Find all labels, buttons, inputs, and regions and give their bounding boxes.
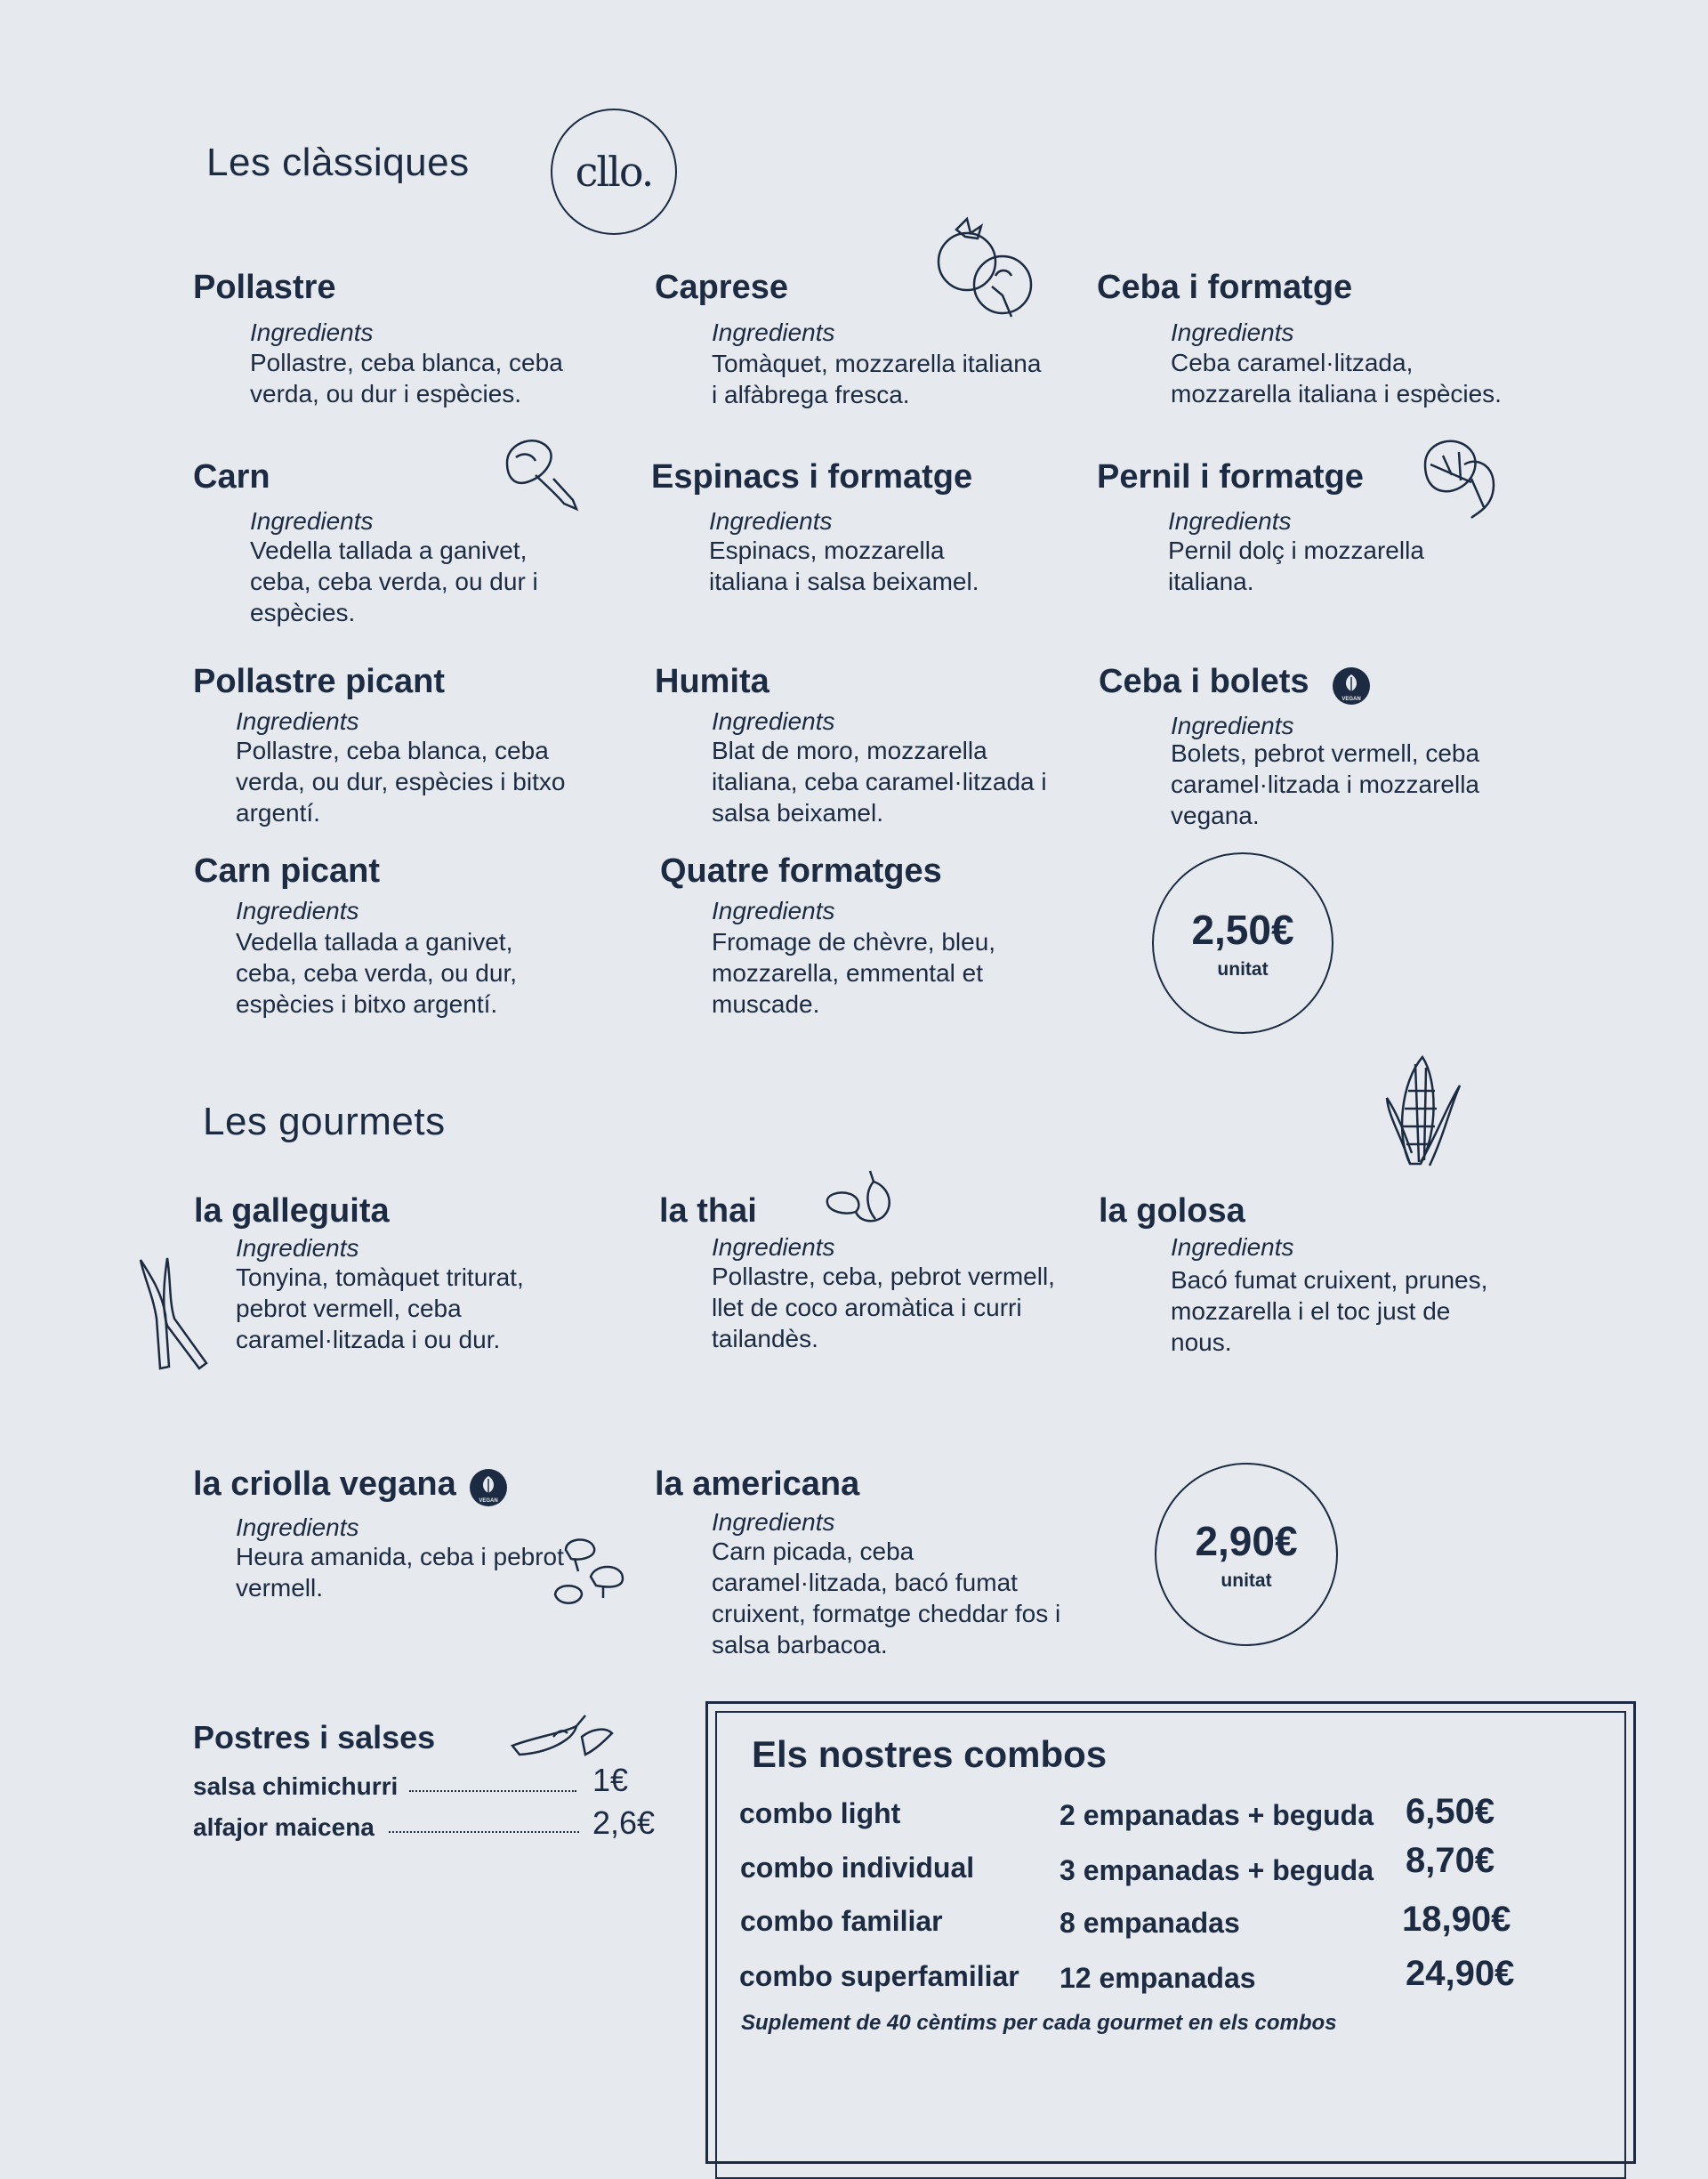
ingredients-label: Ingredients <box>236 897 359 924</box>
item-title: Caprese <box>655 269 788 306</box>
item-title: la galleguita <box>194 1192 390 1230</box>
ingredients-text: Blat de moro, mozzarella italiana, ceba caramel·litzada i salsa beixamel. <box>712 737 1047 827</box>
ingredients-text: Carn picada, ceba caramel·litzada, bacó fumat cruixent, formatge cheddar fos i salsa barbacoa. <box>712 1537 1061 1658</box>
side-item-price: 1€ <box>592 1762 629 1798</box>
item-title: Ceba i bolets <box>1099 663 1309 700</box>
ingredients-label: Ingredients <box>709 507 833 535</box>
logo: cllo. <box>551 109 677 235</box>
item-title: Humita <box>655 663 769 700</box>
item-title: la criolla vegana <box>193 1465 456 1503</box>
item-title: Pollastre <box>193 269 336 306</box>
ingredients-label: Ingredients <box>712 1508 835 1536</box>
ingredients-label: Ingredients <box>1171 1233 1294 1261</box>
combos-title: Els nostres combos <box>752 1733 1108 1775</box>
spinach-icon <box>1416 429 1500 521</box>
combo-desc: 8 empanadas <box>1059 1907 1240 1939</box>
ingredients-label: Ingredients <box>236 707 359 735</box>
ingredients-label: Ingredients <box>712 1233 835 1261</box>
item-title: la golosa <box>1099 1192 1245 1230</box>
corn-icon <box>1383 1046 1463 1173</box>
ingredients-label: Ingredients <box>712 897 835 924</box>
combo-desc: 2 empanadas + beguda <box>1059 1799 1374 1831</box>
item-title: Espinacs i formatge <box>651 458 973 496</box>
combo-note: Suplement de 40 cèntims per cada gourmet en els combos <box>741 2011 1337 2035</box>
price-value: 2,50€ <box>1191 907 1294 953</box>
price-unit: unitat <box>1221 1570 1272 1591</box>
vegan-icon <box>1332 666 1371 706</box>
item-title: Carn <box>193 458 270 496</box>
mushroom-icon <box>500 434 585 512</box>
ingredients-text: Pollastre, ceba, pebrot vermell, llet de coco aromàtica i curri tailandès. <box>712 1263 1055 1352</box>
section-title-gourmets: Les gourmets <box>203 1100 446 1143</box>
combo-price: 8,70€ <box>1406 1841 1495 1880</box>
price-badge-classiques <box>1152 852 1333 1034</box>
leek-icon <box>135 1256 210 1372</box>
ingredients-text: Fromage de chèvre, bleu, mozzarella, emmental et muscade. <box>712 928 996 1018</box>
garlic-icon <box>824 1166 897 1226</box>
ingredients-text: Pernil dolç i mozzarella italiana. <box>1168 537 1424 595</box>
ingredients-label: Ingredients <box>712 319 835 346</box>
ingredients-label: Ingredients <box>250 319 374 346</box>
svg-text:VEGAN: VEGAN <box>479 1498 498 1504</box>
vegan-icon <box>469 1468 508 1507</box>
ingredients-label: Ingredients <box>236 1234 359 1262</box>
dotted-leader <box>409 1790 576 1792</box>
mushrooms-icon <box>552 1536 626 1610</box>
item-title: Carn picant <box>194 852 381 890</box>
combos-inner-border <box>715 1711 1626 2179</box>
ingredients-text: Bacó fumat cruixent, prunes, mozzarella i el toc just de nous. <box>1171 1266 1488 1356</box>
section-title-postres: Postres i salses <box>193 1719 436 1755</box>
ingredients-text: Vedella tallada a ganivet, ceba, ceba verda, ou dur i espècies. <box>250 537 538 626</box>
combo-price: 6,50€ <box>1406 1792 1495 1831</box>
ingredients-text: Ceba caramel·litzada, mozzarella italiana i espècies. <box>1171 349 1502 408</box>
combo-desc: 3 empanadas + beguda <box>1059 1854 1374 1886</box>
price-unit: unitat <box>1217 959 1269 980</box>
combo-price: 18,90€ <box>1402 1900 1511 1939</box>
item-title: la americana <box>655 1465 860 1503</box>
ingredients-label: Ingredients <box>1168 507 1292 535</box>
side-item-name: alfajor maicena <box>193 1813 375 1841</box>
ingredients-text: Pollastre, ceba blanca, ceba verda, ou dur i espècies. <box>250 349 563 408</box>
ingredients-text: Pollastre, ceba blanca, ceba verda, ou dur, espècies i bitxo argentí. <box>236 737 566 827</box>
dotted-leader <box>389 1831 579 1833</box>
ingredients-text: Tomàquet, mozzarella italiana i alfàbrega fresca. <box>712 350 1042 408</box>
section-title-classiques: Les clàssiques <box>206 141 470 184</box>
item-title: Pernil i formatge <box>1097 458 1364 496</box>
price-value: 2,90€ <box>1195 1518 1298 1564</box>
ingredients-label: Ingredients <box>712 707 835 735</box>
ingredients-text: Tonyina, tomàquet triturat, pebrot vermell, ceba caramel·litzada i ou dur. <box>236 1263 524 1353</box>
ingredients-text: Vedella tallada a ganivet, ceba, ceba verda, ou dur, espècies i bitxo argentí. <box>236 928 517 1018</box>
side-item-price: 2,6€ <box>592 1804 656 1841</box>
item-title: Quatre formatges <box>660 852 942 890</box>
combo-name: combo light <box>739 1797 901 1829</box>
combo-desc: 12 empanadas <box>1059 1962 1256 1994</box>
price-badge-gourmets <box>1155 1463 1338 1646</box>
side-item-name: salsa chimichurri <box>193 1772 399 1800</box>
ingredients-label: Ingredients <box>1171 712 1294 739</box>
ingredients-label: Ingredients <box>250 507 374 535</box>
item-title: la thai <box>659 1192 757 1230</box>
item-title: Pollastre picant <box>193 663 445 700</box>
combo-name: combo superfamiliar <box>739 1960 1019 1992</box>
combo-name: combo familiar <box>740 1905 943 1937</box>
chili-icon <box>509 1710 616 1760</box>
ingredients-text: Espinacs, mozzarella italiana i salsa beixamel. <box>709 537 979 595</box>
ingredients-label: Ingredients <box>236 1513 359 1541</box>
ingredients-text: Heura amanida, ceba i pebrot vermell. <box>236 1543 564 1602</box>
svg-text:VEGAN: VEGAN <box>1341 697 1361 702</box>
combo-price: 24,90€ <box>1406 1954 1515 1993</box>
ingredients-label: Ingredients <box>1171 319 1294 346</box>
combo-name: combo individual <box>740 1852 975 1884</box>
tomato-icon <box>930 210 1036 322</box>
ingredients-text: Bolets, pebrot vermell, ceba caramel·litzada i mozzarella vegana. <box>1171 739 1480 829</box>
item-title: Ceba i formatge <box>1097 269 1353 306</box>
